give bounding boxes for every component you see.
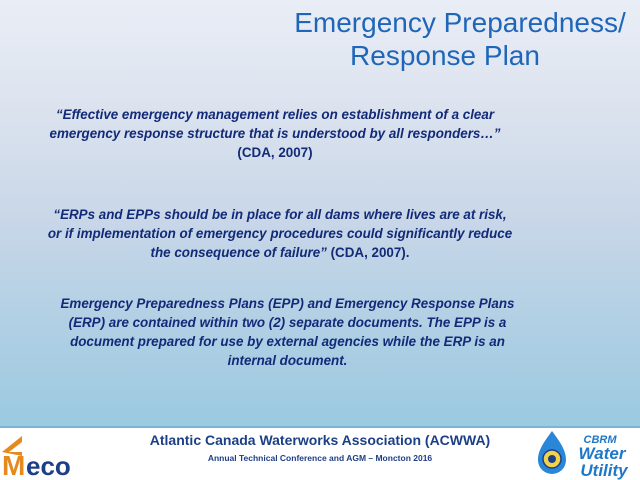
citation-1: (CDA, 2007) <box>237 145 313 160</box>
cbrm-logo-line1: CBRM <box>583 434 617 446</box>
quote-text-1: “Effective emergency management relies on establishment of a clear emergency response structure that is understood by all responders…” <box>49 107 501 141</box>
meco-logo-letters: eco <box>26 451 71 480</box>
quote-paragraph-1 <box>40 105 510 162</box>
title-line-1: Emergency Preparedness/ <box>294 7 626 38</box>
slide-title <box>250 6 640 72</box>
meco-logo-letter-m: M <box>2 450 26 480</box>
cbrm-water-utility-logo <box>532 428 640 480</box>
cbrm-logo-line3: Utility <box>580 461 628 480</box>
citation-2: (CDA, 2007). <box>326 245 410 260</box>
quote-text-2: “ERPs and EPPs should be in place for all dams where lives are at risk, or if implementation of emergency procedures could significantly reduce the consequence of failure” <box>47 207 513 260</box>
title-line-2: Response Plan <box>350 40 540 71</box>
meco-logo <box>0 428 92 480</box>
organization-name: Atlantic Canada Waterworks Association (ACWWA) <box>149 432 491 448</box>
conference-info: Annual Technical Conference and AGM – Moncton 2016 <box>207 453 433 463</box>
quote-paragraph-2 <box>45 205 515 262</box>
body-paragraph-3: Emergency Preparedness Plans (EPP) and Emergency Response Plans (ERP) are contained within two (2) separate documents. The EPP is a document prepared for use by external agencies while the ERP is an internal document. <box>60 296 515 368</box>
cbrm-logo-line2: Water <box>578 444 626 463</box>
